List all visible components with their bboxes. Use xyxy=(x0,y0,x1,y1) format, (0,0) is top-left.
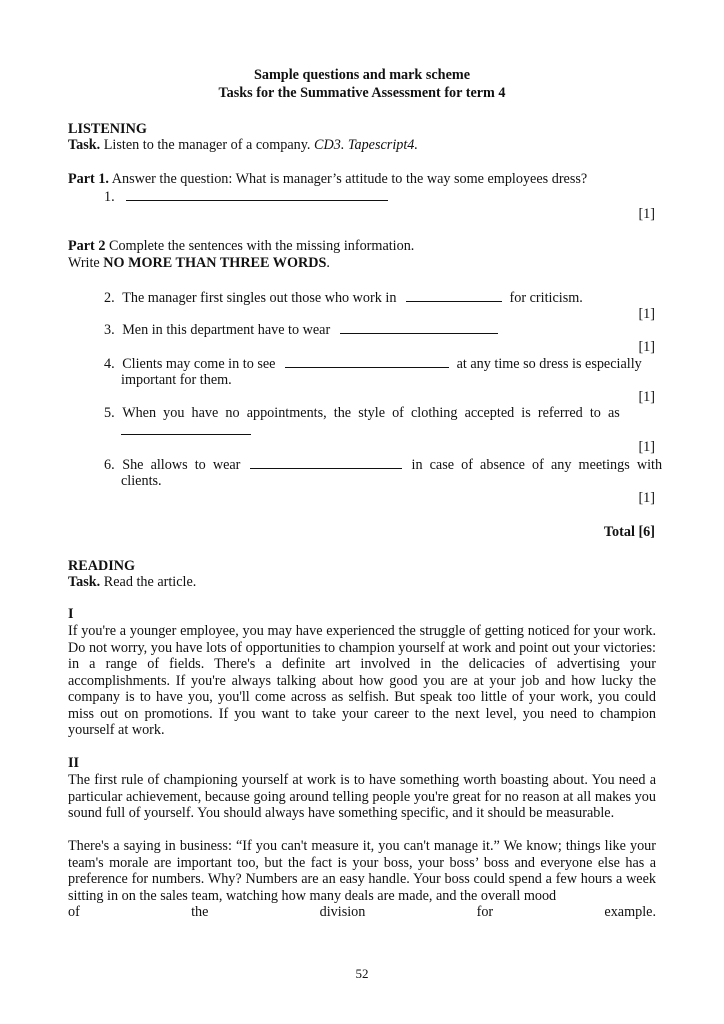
reading-task xyxy=(68,574,196,591)
item-4-mark: [1] xyxy=(638,389,655,405)
reading-task-label: Task. xyxy=(68,574,101,590)
listening-task xyxy=(68,137,418,154)
task-text: Listen to the manager of a company. xyxy=(100,137,315,153)
document-subtitle: Tasks for the Summative Assessment for term 4 xyxy=(218,85,506,101)
reading-task-text: Read the article. xyxy=(100,574,197,590)
item-6-mark: [1] xyxy=(638,490,655,506)
answer-blank[interactable] xyxy=(340,321,498,334)
part2-word-limit: Write NO MORE THAN THREE WORDS. xyxy=(68,255,330,271)
task-label: Task. xyxy=(68,137,101,153)
question-item-6: 6. She allows to wear in case of absence of any meetings with xyxy=(104,457,663,473)
answer-blank[interactable] xyxy=(406,289,502,302)
document-title: Sample questions and mark scheme xyxy=(254,67,470,83)
task-source: CD3. Tapescript4. xyxy=(314,137,418,153)
item-3-mark: [1] xyxy=(638,339,655,355)
item-5-mark: [1] xyxy=(638,439,655,455)
item-4-continuation: important for them. xyxy=(121,372,232,388)
part1-question xyxy=(68,171,587,188)
question-item-5: 5. When you have no appointments, the style of clothing accepted is referred to as xyxy=(104,405,620,421)
listening-total: Total [6] xyxy=(603,524,655,540)
part1-item xyxy=(104,188,388,206)
reading-heading: READING xyxy=(68,558,136,574)
answer-blank[interactable] xyxy=(285,355,449,368)
question-item-4: 4. Clients may come in to see at any time so dress is especially xyxy=(104,356,642,372)
answer-blank[interactable] xyxy=(250,456,402,469)
listening-heading: LISTENING xyxy=(68,121,147,137)
section-2-paragraph-2: There's a saying in business: “If you can't measure it, you can't manage it.” We know; things like your team's morale are important too, but the fact is your boss, your boss’ boss and everyone else has a preference for numbers. Why? Numbers are an easy handle. Your boss could spend a few hours a week sitting in on the sales team, watching how many deals are made, and the overall mood xyxy=(68,838,656,904)
item-6-continuation: clients. xyxy=(121,473,162,489)
item-5-blank-line xyxy=(121,422,251,440)
part1-label: Part 1. xyxy=(68,171,109,187)
part2-instruction xyxy=(68,238,414,255)
answer-blank[interactable] xyxy=(126,188,388,201)
section-numeral-1: I xyxy=(68,606,74,622)
page-number: 52 xyxy=(355,966,369,981)
part1-text: Answer the question: What is manager’s attitude to the way some employees dress? xyxy=(108,171,588,187)
section-1-paragraph: If you're a younger employee, you may have experienced the struggle of getting noticed for your work. Do not worry, you have lots of opportunities to champion yourself at work and point out your victories: in a range of fields. There's a definite art involved in the delicacies of advertising your accomplishments. If you're always talking about how good you are at your job and how lucky the company is to have you, you'll come across as selfish. But speak too little of your work, you could miss out on promotions. If you want to take your career to the next level, you need to champion yourself at work. xyxy=(68,623,656,738)
section-numeral-2: II xyxy=(68,755,80,771)
question-item-2: 2. The manager first singles out those who work in for criticism. xyxy=(104,290,583,306)
word-limit-bold: NO MORE THAN THREE WORDS xyxy=(103,255,327,271)
part1-mark: [1] xyxy=(638,206,655,222)
part1-item-number: 1. xyxy=(104,189,115,205)
question-item-3: 3. Men in this department have to wear xyxy=(104,321,498,339)
section-2-paragraph-1: The first rule of championing yourself at work is to have something worth boasting about. You need a particular achievement, because going around telling people you're great for no reason at all makes you sound full of yourself. You should always have something specific, and it should be measurable. xyxy=(68,772,656,821)
section-2-last-line: of the division for example. xyxy=(68,904,656,920)
answer-blank[interactable] xyxy=(121,422,251,435)
part2-label: Part 2 xyxy=(68,238,106,254)
item-2-mark: [1] xyxy=(638,306,655,322)
part2-text: Complete the sentences with the missing information. xyxy=(105,238,415,254)
